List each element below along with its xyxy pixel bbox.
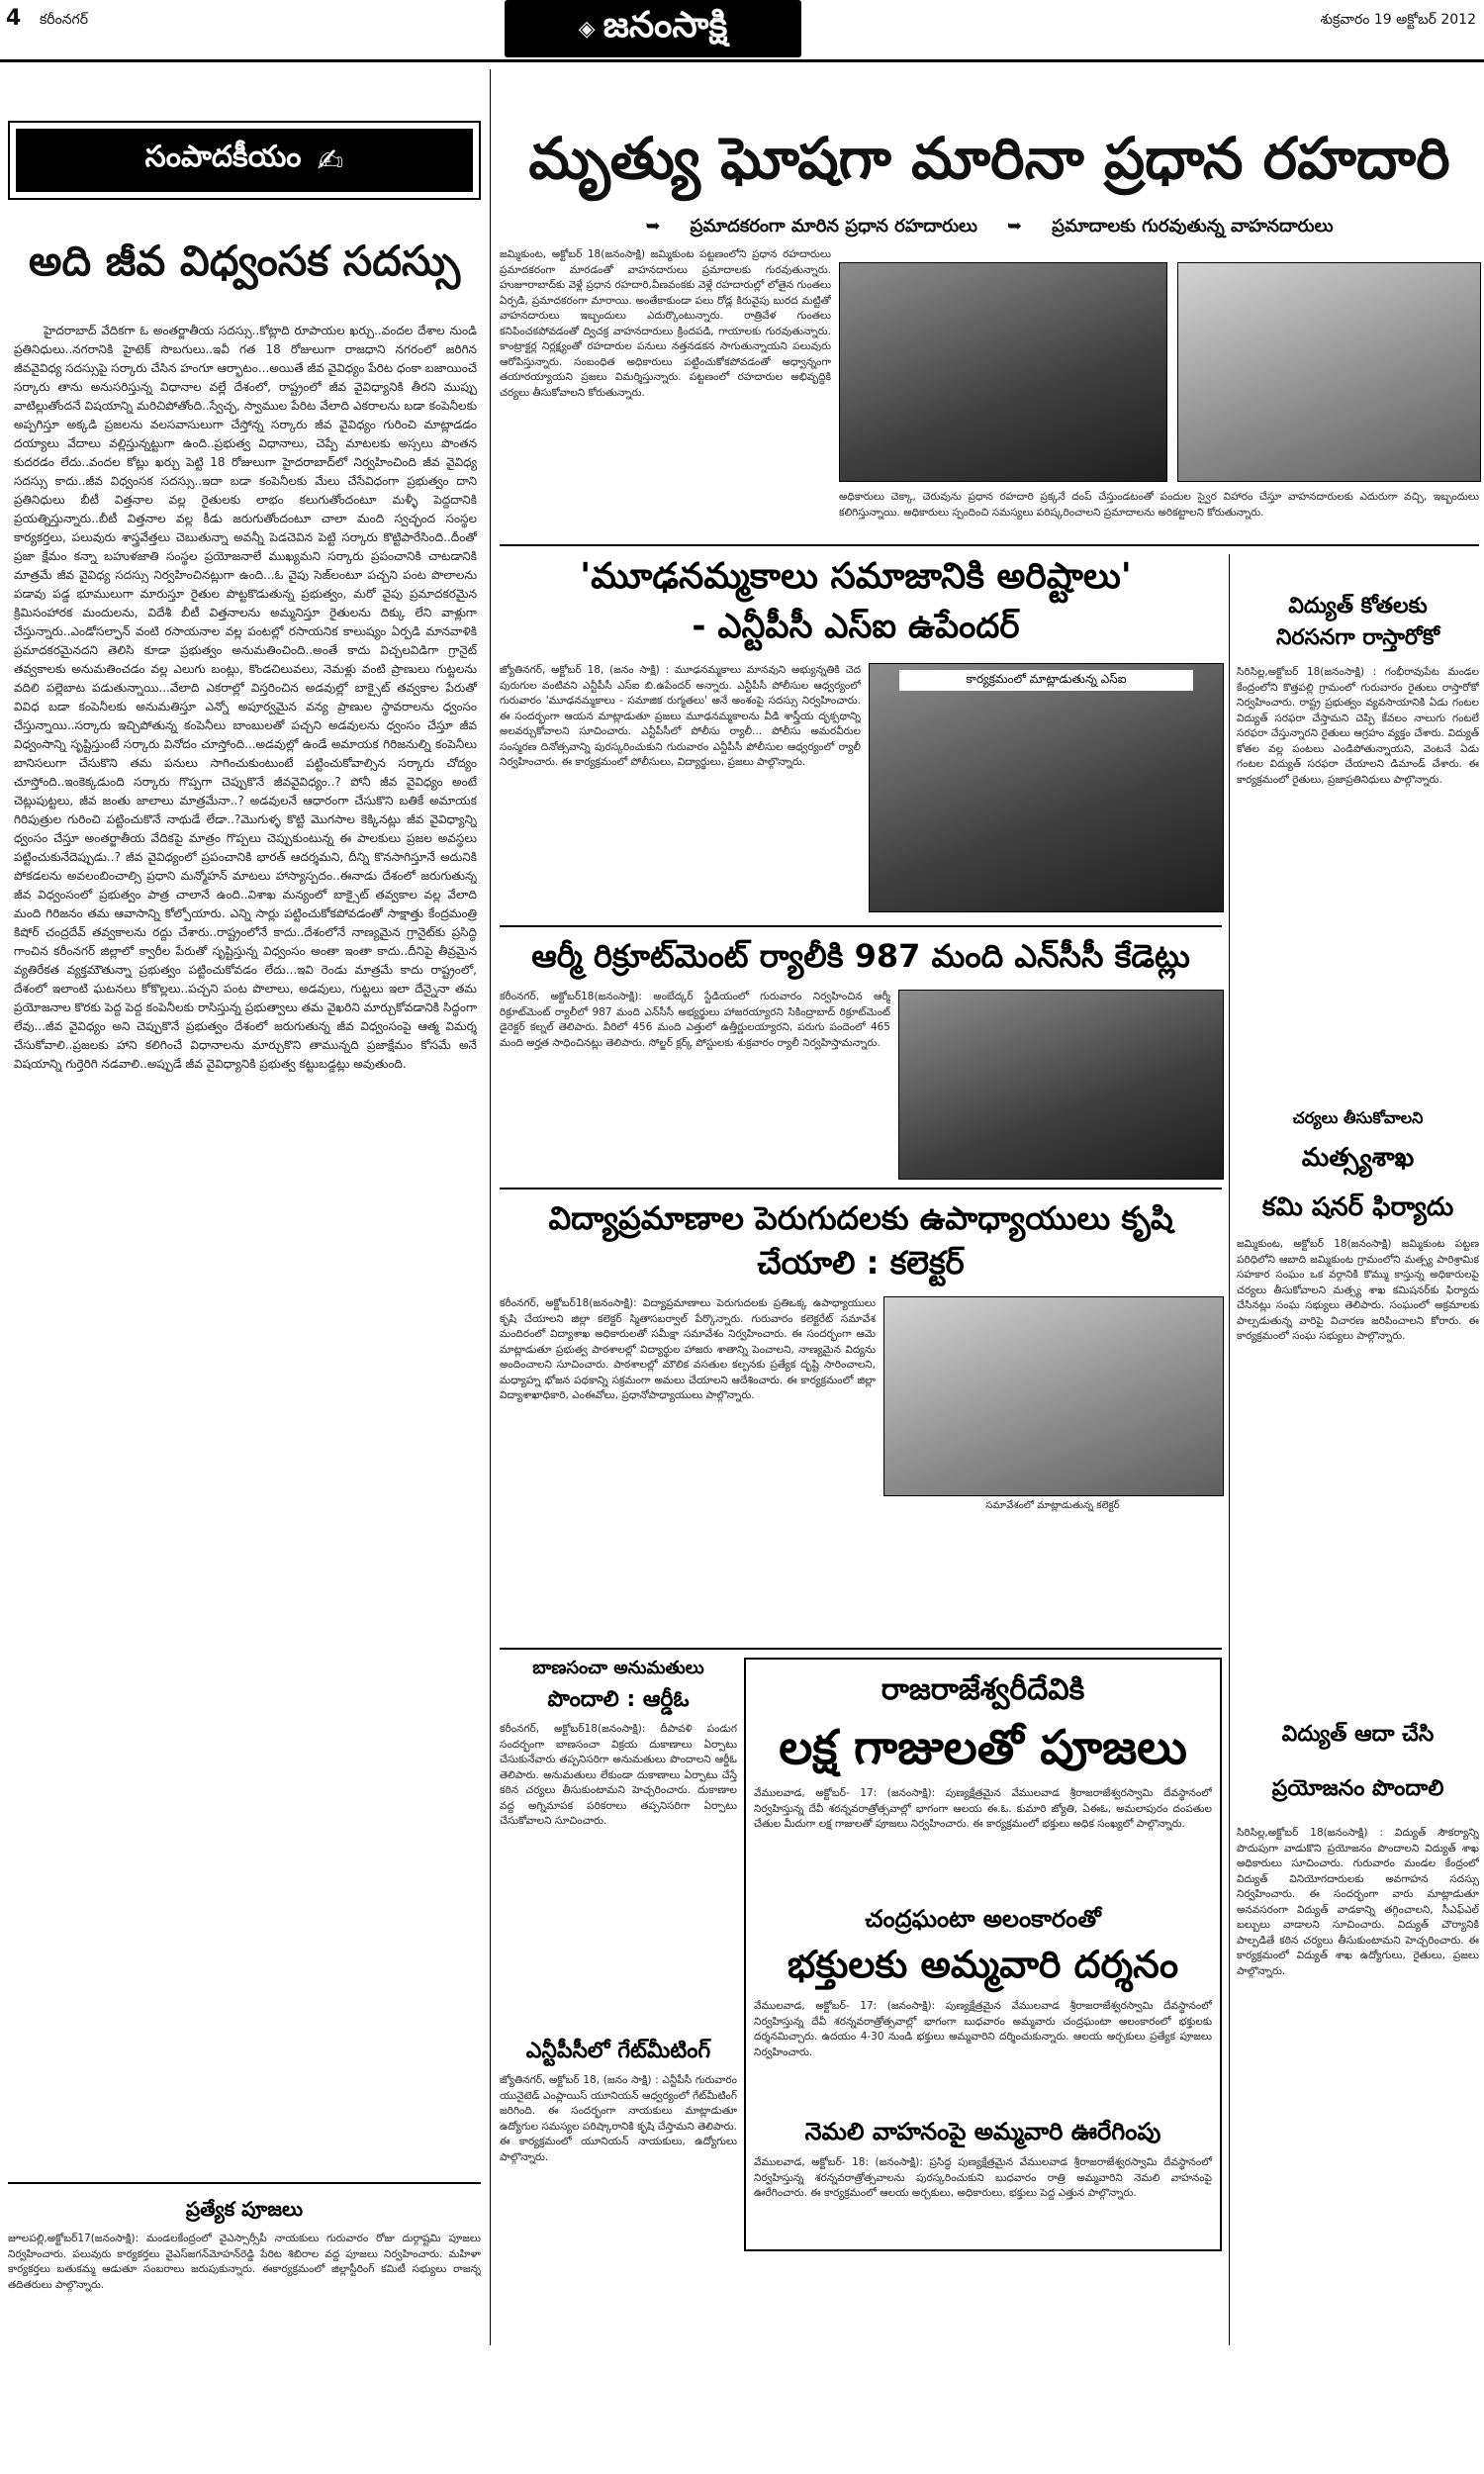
editorial-divider — [8, 2182, 481, 2184]
rightcol-h4-line2: ప్రయోజనం పొందాలి — [1271, 1776, 1444, 1801]
banasancha-body: కరీంనగర్, అక్టోబర్18(జనంసాక్షి): దీపావళి పండుగ సందర్భంగా బాణసంచా విక్రయ దుకాణాలు ఏర్పాటు చేసుకునేవారు తప్పనిసరిగా అనుమతులు పొందాలని ఆర్డీఓ తెలిపారు. అనుమతులు లేకుండా దుకాణాలు ఏర్పాటు చేస్తే కఠిన చర్యలు తీసుకుంటామని హెచ్చరించారు. దుకాణాల వద్ద అగ్నిమాపక పరికరాలు తప్పనిసరిగా ఏర్పాటు చేసుకోవాలని సూచించారు. — [500, 1723, 737, 1827]
nemali-body: వేములవాడ, అక్టోబర్- 18: (జనంసాక్షి): ప్రసిద్ధ పుణ్యక్షేత్రమైన వేములవాడ శ్రీరాజరాజేశ్వరస్వామి దేవస్థానంలో నిర్వహిస్తున్న శరన్నవరాత్రోత్సవాలను పురస్కరించుకుని బుధవారం రాత్రి అమ్మవారిని నెమలి వాహనంపై ఊరేగించారు. ఈ కార్యక్రమంలో ఆలయ అర్చకులు, అధికారులు, భక్తులు పెద్ద ఎత్తున పాల్గొన్నారు. — [754, 2156, 1212, 2199]
vidya-divider — [500, 1648, 1222, 1650]
rajarajeshwari-headline: లక్ష గాజులతో పూజలు — [779, 1720, 1187, 1775]
chandraghanta-headline: భక్తులకు అమ్మవారి దర్శనం — [787, 1943, 1179, 1986]
lead-sub-right: ప్రమాదాలకు గురవుతున్న వాహనదారులు — [1052, 216, 1334, 237]
rightcol-h3-line1: మత్స్యశాఖ — [1301, 1143, 1415, 1173]
superstition-caption: కార్యక్రమంలో మాట్లాడుతున్న ఎస్ఐ — [899, 670, 1193, 691]
banasancha-kicker: బాణసంచా అనుమతులు — [532, 1658, 704, 1678]
road-photo-2 — [1177, 262, 1481, 482]
rightcol-body2: జమ్మికుంట, అక్టోబర్ 18(జనంసాక్షి) జమ్మికుంట పట్టణ పరిధిలోని ఆబాది జమ్మికుంట గ్రామంలోని మత్స్య పారిశ్రామిక సహకార సంఘం ఒక వర్గానికి కొమ్ము కాస్తున్న అధికారులపై చర్యలు తీసుకోవాలని మత్స్య శాఖ కమిషనర్‌కు ఫిర్యాదు చేసినట్లు సంఘ సభ్యులు తెలిపారు. సంఘంలో అక్రమాలకు పాల్పడుతున్న వారిపై విచారణ జరిపించాలని కోరారు. ఈ కార్యక్రమంలో సంఘ సభ్యులు పాల్గొన్నారు. — [1237, 1238, 1479, 1342]
vidya-photo — [883, 1296, 1224, 1496]
rightcol-h1-line1: విద్యుత్ కోతలకు — [1288, 594, 1428, 618]
rightcol-h1-line2: నిరసనగా రాస్తారోకో — [1275, 625, 1439, 650]
rajarajeshwari-kicker: రాజరాజేశ్వరీదేవికి — [881, 1672, 1085, 1707]
banasancha-headline: పొందాలి : ఆర్డీఓ — [547, 1687, 690, 1712]
superstition-body: జ్యోతినగర్, అక్టోబర్ 18, (జనం సాక్షి) : మూఢనమ్మకాలు మానవుని అభ్యున్నతికి చెద పురుగుల వంటివని ఎన్టీపీసీ ఎస్ఐ బి.ఉపేందర్ అన్నారు. ఎన్టీపీసీ పోలీసుల ఆధ్వర్యంలో గురువారం 'మూఢనమ్మకాలు - సమాజిక రుగ్మతలు' అనే అంశంపై సదస్సు నిర్వహించారు. ఈ సందర్భంగా ఆయన మాట్లాడుతూ ప్రజలు మూఢనమ్మకాలను వీడి శాస్త్రీయ దృక్పథాన్ని అలవర్చుకోవాలని సూచించారు. ఎన్టీపీసీలో పోలీసు ర్యాలీ... పోలీసు అమరవీరుల సంస్మరణ దినోత్సవాన్ని పురస్కరించుకుని గురువారం ఎన్టీపీసీ పోలీసుల ఆధ్వర్యంలో ర్యాలీ నిర్వహించారు. ఈ కార్యక్రమంలో పోలీసులు, విద్యార్థులు, ప్రజలు పాల్గొన్నారు. — [500, 664, 861, 768]
superstition-byline: - ఎన్టీపీసీ ఎస్ఐ ఉపేందర్ — [692, 607, 1020, 646]
army-divider — [500, 1188, 1222, 1189]
editorial-body: హైదరాబాద్ వేదికగా ఓ అంతర్జాతీయ సదస్సు..కోట్లాది రూపాయల ఖర్చు..వందల దేశాల నుండి ప్రతినిధులు..నగరానికి హైటెక్ సొబగులు..ఇవీ గత 18 రోజులుగా రాజధాని నగరంలో జరిగిన జీవవైవిధ్య సదస్సుపై సర్కారు చేసిన హంగూ ఆర్భాటం...అయితే జీవ వైవిధ్యం పేరిట ధంకా బజాయించే సర్కారు తాను అనుసరిస్తున్న విధానాల వల్లే దేశంలో, రాష్ట్రంలో జీవ వైవిధ్యానికి తీరని ముప్పు వాటిల్లుతోందనే విషయాన్ని మరిచిపోతోంది..స్వేచ్ఛ, స్వాముల పేరిట వేలాది ఎకరాలను బడా కంపెనీలకు అప్పగిస్తూ అక్కడి ప్రజలను వలసవాసులుగా చేస్తోన్న సర్కారు జీవ వైవిధ్యం గురించి మాట్లాడడం దయ్యాలు వేదాలు వల్లిస్తున్నట్టుగా ఉంది..ప్రభుత్వ విధానాలు, చెప్పే మాటలకు అస్సలు పొంతన కుదరడం లేదు..వందల కోట్లు ఖర్చు పెట్టి 18 రోజులుగా హైదరాబాద్‌లో నిర్వహించింది జీవ వైవిధ్య సదస్సు కాదు..జీవ విధ్వంసక సదస్సు..ఇదా బడా కంపెనీలకు మేలు చేసేవిధంగా ప్రభుత్వం దాని ప్రతినిధులు బీటీ విత్తనాల వల్ల రైతులకు లాభం కలుగుతోందంటూ మళ్ళీ పెద్దదానికి ప్రయత్నిస్తున్నారు..బీటీ విత్తనాల వల్ల కీడు జరుగుతోందంటూ చాలా మంది స్వచ్ఛంద సంస్థల కార్యకర్తలు, పలువురు శాస్త్రవేత్తలు చెబుతున్నా అవన్నీ పెడచెవిన పెట్టి సర్కారు కొట్టిపారేసింది..దీంతో ప్రజా క్షేమం కన్నా బహుళజాతి సంస్థల ప్రయోజనాలే ముఖ్యమని సర్కారు ప్రపంచానికి చాటడానికి మాత్రమే జీవ వైవిధ్య సదస్సు నిర్వహించినట్లుగా ఉంది...ఓ వైపు సెజ్‌లంటూ పచ్చని పంట పొలాలను పడావు పడ్డ భూములుగా మారుస్తూ రైతుల పొట్టకొడుతున్న ప్రభుత్వం, మరో వైపు ప్రమాదకరమైన క్రిమిసంహారక మందులను, విదేశీ బీటీ విత్తనాలను అమ్మనిస్తూ రైతులను దిక్కు లేని వాళ్లుగా చేస్తున్నారు..ఎండోసల్ఫాన్ వంటి రసాయనాల వల్ల పంటల్లో రసాయనిక కాలుష్యం ఏర్పడి మానవాళికి ప్రమాదకరమైనదని తెలిసి కూడా ప్రభుత్వం అనుమతించింది..అంతే కాదు విచ్చలవిడిగా గ్రానైట్ తవ్వకాలకు అనుమతించడం వల్ల ఎలుగు బంట్లు, కొండచిలువలు, నెమళ్లు వంటి ప్రాణులు గుట్టలను వదిలి పల్లెబాట పడుతున్నాయి...వేలాది ఎకరాల్లో విస్తరించిన అడవుల్లో బాక్సైట్ తవ్వకాల పేరుతో వివిధ బడా కంపెనీలకు అనుమతిస్తూ ఎన్నో అపూర్వమైన వన్య ప్రాణుల స్థావరాలను ధ్వంసం చేస్తున్నాయి..సర్కారు ఇచ్చిపోతున్న కంపెనీలు బాంబులతో పచ్చని అడవులను ధ్వంసం చేస్తూ జీవ విధ్వంసాన్ని సృష్టిస్తుంటే సర్కారు వినోదం చూస్తోంది...అడవుల్లో ఉండే అమాయక గిరిజనుల్ని కంపెనీలు బానిసలుగా చేసుకొని తమ పనులు సాగించుకుంటుంటే పట్టించుకోవాల్సిన సర్కారు చోద్యం చూస్తోంది..ఇంకెక్కడుంది సర్కారు గొప్పగా చెప్పుకొనే జీవవైవిధ్యం..? పోనీ జీవ వైవిధ్యం అంటే చెట్లుపుట్టలు, జీవ జంతు జాలాలు మాత్రమేనా..? అడవులనే ఆధారంగా చేసుకొని బతికే అమాయక గిరిపుత్రుల గురించి పట్టించుకొనే నాథుడే లేడా..?మొగుళ్ళ కొట్టి మొగసాల కెక్కినట్లు జీవ వైవిధ్యాన్ని ధ్వంసం చేస్తూ అంతర్జాతీయ వేదికపై మాత్రం గొప్పలు చెప్పుకుంటున్న ఈ పాలకులు ప్రజల అవస్థలు పట్టించుకునేదెప్పుడు..? జీవ వైవిధ్యంలో ప్రపంచానికి భారత్ ఆదర్శమని, దీన్ని కొనసాగిస్తూనే అదునికి పోకడలను అవలంబించాల్సి ప్రధాని మన్మోహన్ మాటలు హాస్యాస్పదం..ఈనాడు దేశంలో జరుగుతున్న జీవ విధ్వంసంలో ప్రభుత్వం పాత్ర చాలానే ఉంది..విశాఖ మన్యంలో బాక్సైట్ తవ్వకాల వల్ల వేలాది మంది గిరిజనం తమ ఆవాసాన్ని కోల్పోయారు. ఎన్ని సార్లు పట్టించుకోకపోవడంతో సాక్షాత్తు కేంద్రమంత్రి కిషోర్ చంద్రదేవ్ తవ్వకాలను రద్దు చేశారు..రాష్ట్రంలోనే కాదు..దేశంలోనే నాణ్యమైన గ్రానైట్‌కు ప్రసిద్ధి గాంచిన కరీంనగర్ జిల్లాలో క్వారీల పేరుతో సృష్టిస్తున్న విధ్వంసం అంతా ఇంతా కాదు..దీనిపై తీవ్రమైన వ్యతిరేకత వ్యక్తమౌతున్నా ప్రభుత్వం పట్టించుకోవడం లేదు...ఇవి రెండు మాత్రమే కాదు రాష్ట్రంలో, దేశంలో ఇలాంటి ఘటనలు కోకొల్లలు..పచ్చని పంట పొలాలు, అడవులు, గుట్టలు ఇలా దేన్నైనా తమ ప్రయోజనాల కొరకు పెద్ద పెద్ద కంపెనీలకు రాసిస్తున్న ప్రభుత్వాలు తమ వైఖరిని మార్చుకోవడానికి సిద్ధంగా లేవు...జీవ వైవిధ్యం అని చెప్పుకొనే ప్రభుత్వం దేశంలో జరుగుతున్న జీవ విధ్వంసంపై ఆత్మ విమర్శ చేసుకోవాలి..ప్రజలకు హాని కలిగించే విధానాలను మార్చుకొని తామున్నది ప్రజాక్షేమం కోసమే అనే విషయాన్ని గుర్తెరిగి నడవాలి..అప్పుడే జీవ వైవిధ్యానికి ప్రభుత్వ కట్టుబడ్డట్లు అవుతుంది. — [14, 324, 477, 1071]
arrow-right-icon: ➥ — [645, 216, 661, 237]
rightcol-h2: చర్యలు తీసుకోవాలని — [1292, 1108, 1424, 1127]
army-body: కరీంనగర్, అక్టోబర్18(జనంసాక్షి): అంబేద్కర్ స్టేడియంలో గురువారం నిర్వహించిన ఆర్మీ రిక్రూట్‌మెంట్ ర్యాలీలో 987 మంది ఎన్‌సీసీ అభ్యర్థులు హాజరయ్యారని సికింద్రాబాద్ రిక్రూట్‌మెంట్ డైరెక్టర్ కల్నల్ తెలిపారు. వీరిలో 456 మంది ఎత్తులో ఉత్తీర్ణులయ్యారని, పరుగు పందెంలో 465 మంది అర్హత సాధించినట్లు తెలిపారు. సోల్జర్ క్లర్క్ పోస్టులకు శుక్రవారం ర్యాలీ నిర్వహిస్తామన్నారు. — [500, 991, 890, 1049]
superstition-headline: 'మూఢనమ్మకాలు సమాజానికి అరిష్టాలు' — [580, 556, 1132, 597]
rightcol-h3-line2: కమి షనర్ ఫిర్యాదు — [1261, 1192, 1454, 1222]
editorial-headline: అది జీవ విధ్వంసక సదస్సు — [28, 237, 461, 285]
edition-label: కరీంనగర్ — [40, 12, 88, 28]
rightcol-body3: సిరిసిల్ల,అక్టోబర్ 18(జనంసాక్షి) : విద్యుత్ సౌకర్యాన్ని పొదుపుగా వాడుకొని ప్రయోజనం పొందాలని విద్యుత్ శాఖ అధికారులు సూచించారు. గురువారం మండల కేంద్రంలో విద్యుత్ వినియోగదారులకు అవగాహన సదస్సు నిర్వహించారు. ఈ సందర్భంగా వారు మాట్లాడుతూ అనవసరంగా విద్యుత్ వాడకాన్ని తగ్గించాలని, సీఎఫ్ఎల్ బల్బులు వాడాలని సూచించారు. విద్యుత్ చౌర్యానికి పాల్పడితే కఠిన చర్యలు తీసుకుంటామని హెచ్చరించారు. ఈ కార్యక్రమంలో విద్యుత్ శాఖ ఉద్యోగులు, రైతులు, ప్రజలు పాల్గొన్నారు. — [1237, 1827, 1479, 1977]
vidya-body: కరీంనగర్, అక్టోబర్18(జనంసాక్షి): విద్యాప్రమాణాలు పెరుగుదలకు ప్రతిఒక్క ఉపాధ్యాయులు కృషి చేయాలని జిల్లా కలెక్టర్ స్మితాసబర్వాల్ పేర్కొన్నారు. గురువారం కలెక్టరేట్ సమావేశ మందిరంలో విద్యాశాఖ అధికారులతో సమీక్షా సమావేశం నిర్వహించారు. ఈ సందర్భంగా ఆమె మాట్లాడుతూ ప్రభుత్వ పాఠశాలల్లో విద్యార్థుల హాజరు శాతాన్ని పెంచాలని, నాణ్యమైన విద్యను అందించాలని సూచించారు. పాఠశాలల్లో మౌలిక వసతుల కల్పనకు ప్రత్యేక దృష్టి సారించాలని, మధ్యాహ్న భోజన పథకాన్ని సక్రమంగా అమలు చేయాలని ఆదేశించారు. ఈ కార్యక్రమంలో జిల్లా విద్యాశాఖాధికారి, ఎంఈవోలు, ప్రధానోపాధ్యాయులు పాల్గొన్నారు. — [500, 1297, 876, 1401]
lead-headline: మృత్యు ఘోషగా మారినా ప్రధాన రహదారి — [528, 125, 1450, 192]
editorial-banner — [8, 121, 481, 200]
issue-date: శుక్రవారం 19 అక్టోబర్ 2012 — [1320, 12, 1476, 28]
vidya-caption: సమావేశంలో మాట్లాడుతున్న కలెక్టర్ — [985, 1500, 1120, 1511]
arrow-right-icon-2: ➥ — [1007, 216, 1023, 237]
army-headline: ఆర్మీ రిక్రూట్‌మెంట్ ర్యాలీకి 987 మంది ఎన్‌సీసీ కేడెట్లు — [531, 937, 1190, 975]
nemali-headline: నెమలి వాహనంపై అమ్మవారి ఊరేగింపు — [804, 2118, 1161, 2145]
ntpc-body: జ్యోతినగర్, అక్టోబర్ 18, (జనం సాక్షి) : ఎన్టీపీసీ గురువారం యునైటెడ్ ఎంప్లాయిస్ యూనియన్ ఆధ్వర్యంలో గేట్‌మీటింగ్ జరిగింది. ఈ సందర్భంగా నాయకులు మాట్లాడుతూ ఉద్యోగుల సమస్యల పరిష్కారానికి కృషి చేస్తామని తెలిపారు. ఈ కార్యక్రమంలో యూనియన్ నాయకులు, ఉద్యోగులు పాల్గొన్నారు. — [500, 2074, 737, 2163]
masthead-title: జనంసాక్షి — [603, 3, 728, 46]
column-rule — [490, 69, 491, 2345]
rightcol-body1: సిరిసిల్ల,అక్టోబర్ 18(జనంసాక్షి) : గంభీరావుపేట మండల కేంద్రంలోని కొత్తపల్లి గ్రామంలో గురువారం రైతులు రాస్తారోకో నిర్వహించారు. రాష్ట్ర ప్రభుత్వం వ్యవసాయానికి ఏడు గంటల విద్యుత్ సరఫరా చేస్తామని చెప్పి కేవలం నాలుగు గంటలే సరఫరా చేస్తున్నారని రైతులు ఆగ్రహం వ్యక్తం చేశారు. విద్యుత్ కోతల వల్ల పంటలు ఎండిపోతున్నాయని, వెంటనే ఏడు గంటల విద్యుత్ సరఫరా చేయాలని డిమాండ్ చేశారు. ఈ కార్యక్రమంలో రైతులు, ప్రజాప్రతినిధులు పాల్గొన్నారు. — [1237, 666, 1479, 786]
header-rule — [0, 59, 1484, 62]
chandraghanta-kicker: చంద్రఘంటా అలంకారంతో — [865, 1905, 1101, 1933]
right-column-rule — [1229, 554, 1230, 2345]
vidya-headline-1: విద్యాప్రమాణాల పెరుగుదలకు ఉపాధ్యాయులు కృషి — [548, 1199, 1173, 1237]
prathyeka-body: జూలపల్లి,అక్టోబర్17(జనంసాక్షి): మండలకేంద్రంలో వైఎస్సార్సీపీ నాయకులు గురువారం రోజు దుర్గాష్టమి పూజలు నిర్వహించారు. పలువురు కార్యకర్తలు వైఎస్‌జగన్‌మోహన్‌రెడ్డి పేరిట శిబిరాల వద్ద పూజలు నిర్వహించారు. మహిళా కార్యకర్తలు బతుకమ్మ ఆడుతూ సంబరాలు జరుపుకున్నారు. ఈకార్యక్రమంలో జిల్లాస్టీరింగ్ కమిటీ సభ్యులు రాజన్న తదితరులు పాల్గొన్నారు. — [8, 2233, 481, 2291]
lead-subheads — [500, 216, 1479, 240]
lead-sub-left: ప్రమాదకరంగా మారిన ప్రధాన రహదారులు — [690, 216, 978, 237]
lead-body-left: జమ్మికుంట, అక్టోబర్ 18(జనంసాక్షి) జమ్మికుంట పట్టణంలోని ప్రధాన రహదారులు ప్రమాదకరంగా మారడంతో వాహనదారులు ప్రమాదాలకు గురవుతున్నారు. హుజూరాబాద్‌కు వెళ్లే ప్రధాన రహదారి,వీణవంకకు వెళ్లే రహదారుల్లో లోతైన గుంతలు ఏర్పడి, ప్రమాదకరంగా మారాయి. అంతేకాకుండా పలు రోడ్ల కిరువైపు బురద మట్టితో వాహనదారులు ఇబ్బందులు ఎదుర్కొంటున్నారు. రాత్రివేళ గుంతలు కనిపించకపోవడంతో ద్విచక్ర వాహనదారులు క్రిందపడి, గాయాలకు గురవుతున్నారు. కాంట్రాక్టర్ల నిర్లక్ష్యంతో రహదారుల పనులు నత్తనడకన సాగుతున్నాయని పలువురు ఆరోపిస్తున్నారు. సంబంధిత అధికారులు పట్టించుకోకపోవడంతో అధ్వాన్నంగా తయారయ్యాయని ప్రజలు విమర్శిస్తున్నారు. పట్టణంలో రహదారుల అభివృద్ధికి చర్యలు తీసుకోవాలని కోరుతున్నారు. — [500, 248, 831, 399]
pen-icon: ✍ — [317, 142, 344, 179]
vidya-headline-2: చేయాలి : కలెక్టర్ — [757, 1244, 965, 1282]
editorial-banner-text: సంపాదకీయం — [144, 140, 302, 174]
superstition-photo — [869, 663, 1224, 912]
rajarajeshwari-body: వేములవాడ, అక్టోబర్- 17: (జనంసాక్షి): పుణ్యక్షేత్రమైన వేములవాడ శ్రీరాజరాజేశ్వరస్వామి దేవస్థానంలో నిర్వహిస్తున్న దేవీ శరన్నవరాత్రోత్సవాల్లో భాగంగా ఆలయ ఈ.ఓ. కుమారి జ్యోతి, ఏఈఓ, అమలాపురం దంపతుల చేతుల మీదుగా లక్ష గాజులతో పూజలు నిర్వహించారు. ఈ కార్యక్రమంలో భక్తులు అధిక సంఖ్యలో పాల్గొన్నారు. — [754, 1787, 1212, 1830]
superstition-divider — [500, 925, 1222, 927]
masthead — [505, 0, 801, 57]
army-photo — [898, 990, 1224, 1180]
chandraghanta-body: వేములవాడ, అక్టోబర్- 17: (జనంసాక్షి): పుణ్యక్షేత్రమైన వేములవాడ శ్రీరాజరాజేశ్వరస్వామి దేవస్థానంలో నిర్వహిస్తున్న దేవీ శరన్నవరాత్రోత్సవాల్లో భాగంగా బుధవారం అమ్మవారు చంద్రఘంటా అలంకారంలో భక్తులకు దర్శనమిచ్చారు. ఉదయం 4-30 నుండి భక్తులు అమ్మవారిని దర్శించుకున్నారు. ఆలయ అర్చకులు ప్రత్యేక పూజలు నిర్వహించారు. — [754, 2000, 1212, 2058]
masthead-logo-icon: ◈ — [578, 16, 596, 42]
lead-divider — [500, 544, 1479, 546]
rightcol-h4-line1: విద్యుత్ ఆదా చేసి — [1281, 1722, 1435, 1747]
ntpc-headline: ఎన్టీపీసీలో గేట్‌మీటింగ్ — [525, 2039, 711, 2063]
road-photo-1 — [839, 262, 1167, 482]
lead-body-right: అధికారులు చెక్కా, చెరువును ప్రధాన రహదారి ప్రక్కనే దంప్ చేస్తుండటంతో పందుల స్వైర విహారం చేస్తూ వాహనదారులకు ఎదురుగా వచ్చి, ఇబ్బందులు కలిగిస్తున్నాయి. అధికారులు స్పందించి సమస్యలు పరిష్కరించాలని ప్రమాదాలను అరికట్టాలని కోరుతున్నారు. — [839, 491, 1479, 519]
page-number: 4 — [6, 6, 22, 31]
prathyeka-title: ప్రత్యేక పూజలు — [185, 2197, 304, 2221]
